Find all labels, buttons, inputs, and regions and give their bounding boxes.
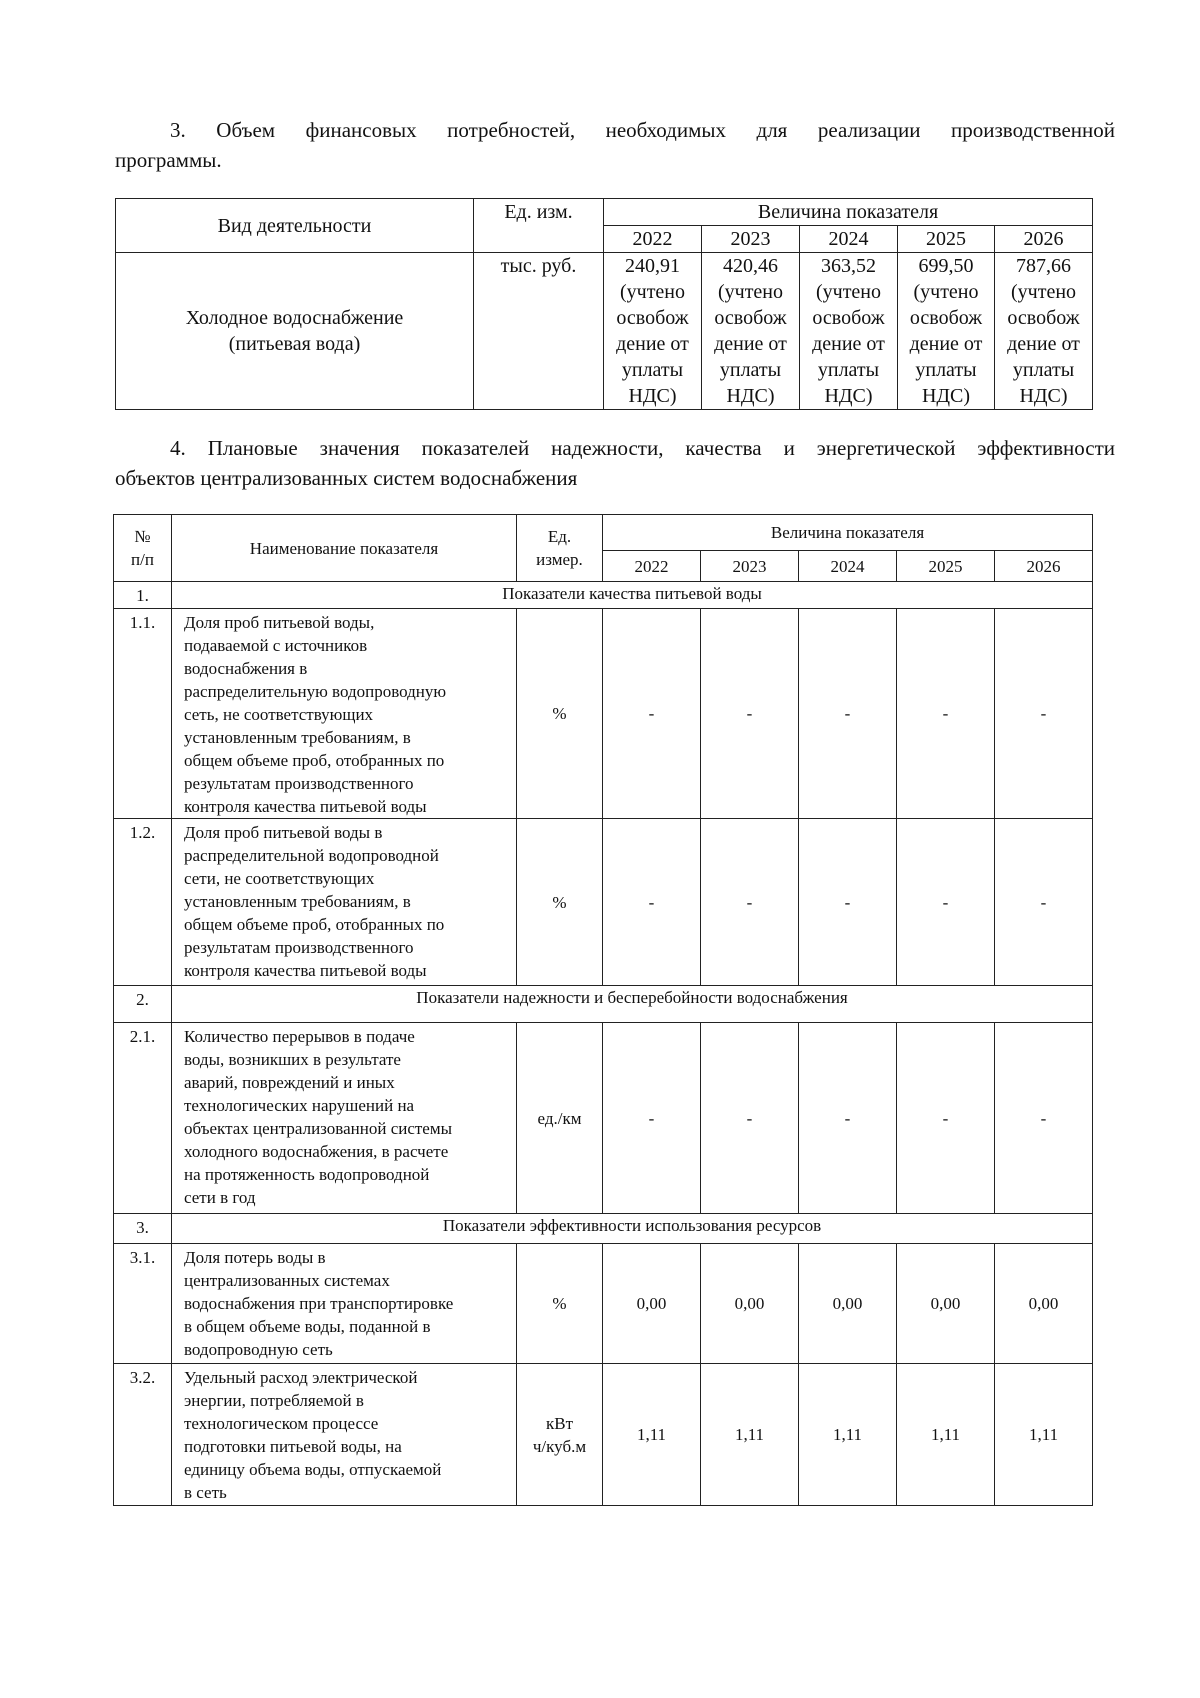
col-header-num-line: № [134,527,151,546]
table-row [114,1023,1093,1214]
row-num: 1.2. [114,819,172,986]
col-header-unit-line: Ед. [547,527,572,546]
value-cell: 0,00 [603,1244,701,1364]
value-cell [898,253,995,410]
value-note: НДС) [726,385,775,407]
indicator-name [172,1244,517,1364]
section-4-heading [115,433,1115,493]
indicator-name-line: Доля проб питьевой воды в [184,823,383,842]
table-row [114,1364,1093,1506]
value-cell: - [799,609,897,819]
value-cell [702,253,800,410]
section-4-heading-line2: объектов централизованных систем водоснабжения [115,466,578,490]
indicator-name-line: общем объеме проб, отобранных по [184,751,445,770]
unit-cell [517,1364,603,1506]
col-header-value: Величина показателя [603,515,1093,551]
indicator-name-line: единицу объема воды, отпускаемой [184,1460,442,1479]
year-header: 2025 [898,226,995,253]
value-cell: - [799,819,897,986]
col-header-activity: Вид деятельности [116,199,474,253]
indicator-name-line: сеть, не соответствующих [184,705,374,724]
section-title: Показатели эффективности использования ресурсов [172,1214,1093,1244]
activity-line: Холодное водоснабжение [185,307,404,329]
value-note: НДС) [921,385,971,407]
value-cell: 0,00 [995,1244,1093,1364]
value-note: уплаты [817,359,880,381]
value-amount: 363,52 [821,255,876,277]
section-row [114,582,1093,609]
value-cell: - [897,1023,995,1214]
indicator-name-line: сети, не соответствующих [184,869,375,888]
year-header: 2023 [702,226,800,253]
year-header: 2025 [897,551,995,582]
indicator-name-line: водоснабжения в [184,659,308,678]
value-cell: - [995,1023,1093,1214]
section-3-heading-line2: программы. [115,148,222,172]
value-cell: - [603,609,701,819]
value-cell: 1,11 [603,1364,701,1506]
value-cell [800,253,898,410]
value-cell: - [701,819,799,986]
value-note: уплаты [719,359,782,381]
indicator-name-line: установленным требованиям, в [184,892,411,911]
value-cell: - [701,1023,799,1214]
value-cell: 1,11 [799,1364,897,1506]
row-num: 1.1. [114,609,172,819]
unit-cell: % [517,1244,603,1364]
indicator-name-line: технологическом процессе [184,1414,379,1433]
value-note: (учтено [619,281,686,303]
section-num: 3. [114,1214,172,1244]
indicator-name-line: контроля качества питьевой воды [184,961,427,980]
year-header: 2024 [799,551,897,582]
indicator-name-line: подготовки питьевой воды, на [184,1437,402,1456]
value-amount: 699,50 [918,255,974,277]
section-title: Показатели надежности и бесперебойности водоснабжения [172,986,1093,1023]
indicator-name-line: результатам производственного [184,774,414,793]
value-note: (учтено [815,281,882,303]
table-row [116,253,1093,410]
value-note: НДС) [1019,385,1068,407]
indicator-name-line: водопроводную сеть [184,1340,333,1359]
indicator-name-line: холодного водоснабжения, в расчете [184,1142,449,1161]
value-amount: 420,46 [723,255,778,277]
section-3-heading-line1: 3. Объем финансовых потребностей, необходимых для реализации производственной [170,118,1115,142]
indicator-name [172,819,517,986]
indicator-name-line: объектах централизованной системы [184,1119,453,1138]
activity-cell [116,253,474,410]
value-cell: 0,00 [799,1244,897,1364]
indicator-name [172,1023,517,1214]
unit-line: кВт [545,1413,574,1433]
value-note: уплаты [621,359,684,381]
indicator-name-line: распределительную водопроводную [184,682,447,701]
year-header: 2026 [995,551,1093,582]
section-row [114,986,1093,1023]
value-cell: - [897,609,995,819]
col-header-name: Наименование показателя [172,515,517,582]
value-note: НДС) [824,385,873,407]
value-cell: 0,00 [897,1244,995,1364]
indicator-name-line: контроля качества питьевой воды [184,797,427,816]
year-header: 2022 [604,226,702,253]
year-header: 2023 [701,551,799,582]
row-num: 3.1. [114,1244,172,1364]
section-title: Показатели качества питьевой воды [172,582,1093,609]
year-header: 2026 [995,226,1093,253]
col-header-num-line: п/п [131,550,154,569]
indicator-name [172,1364,517,1506]
year-header: 2022 [603,551,701,582]
table-row [114,609,1093,819]
value-cell: 1,11 [701,1364,799,1506]
unit-cell: тыс. руб. [474,253,604,410]
value-cell: - [603,819,701,986]
indicator-name-line: воды, возникших в результате [184,1050,401,1069]
value-cell: - [995,819,1093,986]
indicator-name-line: Доля проб питьевой воды, [184,613,375,632]
indicators-table [113,514,1093,1506]
row-num: 2.1. [114,1023,172,1214]
indicator-name-line: Удельный расход электрической [184,1368,418,1387]
year-header: 2024 [800,226,898,253]
value-cell [604,253,702,410]
indicator-name-line: в общем объеме воды, поданной в [184,1317,431,1336]
financial-needs-table [115,198,1093,410]
indicator-name-line: аварий, повреждений и иных [184,1073,395,1092]
value-note: НДС) [628,385,677,407]
section-num: 2. [114,986,172,1023]
value-note: (учтено [1011,281,1077,303]
col-header-unit [517,515,603,582]
section-num: 1. [114,582,172,609]
section-row [114,1214,1093,1244]
indicator-name-line: установленным требованиям, в [184,728,411,747]
indicator-name-line: сети в год [184,1188,256,1207]
indicator-name-line: водоснабжения при транспортировке [184,1294,454,1313]
indicator-name [172,609,517,819]
value-cell: 1,11 [897,1364,995,1506]
value-note: дение от [616,333,689,355]
unit-line: ч/куб.м [532,1436,587,1456]
indicator-name-line: Количество перерывов в подаче [184,1027,415,1046]
value-note: освобож [1007,307,1080,329]
activity-line: (питьевая вода) [228,333,361,355]
col-header-unit: Ед. изм. [474,199,604,253]
value-note: (учтено [913,281,979,303]
value-cell: - [995,609,1093,819]
value-note: освобож [909,307,983,329]
unit-cell: ед./км [517,1023,603,1214]
col-header-num [114,515,172,582]
value-note: (учтено [717,281,784,303]
value-note: дение от [1007,333,1080,355]
value-cell [995,253,1093,410]
indicator-name-line: общем объеме проб, отобранных по [184,915,445,934]
value-note: дение от [714,333,787,355]
value-note: уплаты [1012,359,1075,381]
indicator-name-line: централизованных системах [184,1271,390,1290]
value-note: дение от [909,333,983,355]
value-cell: - [799,1023,897,1214]
indicator-name-line: энергии, потребляемой в [184,1391,364,1410]
indicator-name-line: результатам производственного [184,938,414,957]
indicator-name-line: распределительной водопроводной [184,846,439,865]
row-num: 3.2. [114,1364,172,1506]
col-header-value: Величина показателя [604,199,1093,226]
section-3-heading [115,115,1115,175]
indicator-name-line: технологических нарушений на [184,1096,415,1115]
value-note: освобож [812,307,885,329]
table-row [114,819,1093,986]
value-note: освобож [616,307,689,329]
indicator-name-line: подаваемой с источников [184,636,368,655]
value-note: дение от [812,333,885,355]
unit-cell: % [517,819,603,986]
value-cell: 0,00 [701,1244,799,1364]
value-cell: - [897,819,995,986]
table-row [114,1244,1093,1364]
indicator-name-line: Доля потерь воды в [184,1248,326,1267]
value-cell: - [603,1023,701,1214]
value-note: освобож [714,307,787,329]
indicator-name-line: в сеть [184,1483,227,1502]
unit-cell: % [517,609,603,819]
value-cell: 1,11 [995,1364,1093,1506]
value-cell: - [701,609,799,819]
indicator-name-line: на протяженность водопроводной [184,1165,430,1184]
value-amount: 787,66 [1016,255,1072,277]
value-amount: 240,91 [625,255,680,277]
value-note: уплаты [915,359,977,381]
section-4-heading-line1: 4. Плановые значения показателей надежности, качества и энергетической эффективности [170,436,1115,460]
col-header-unit-line: измер. [536,550,583,569]
